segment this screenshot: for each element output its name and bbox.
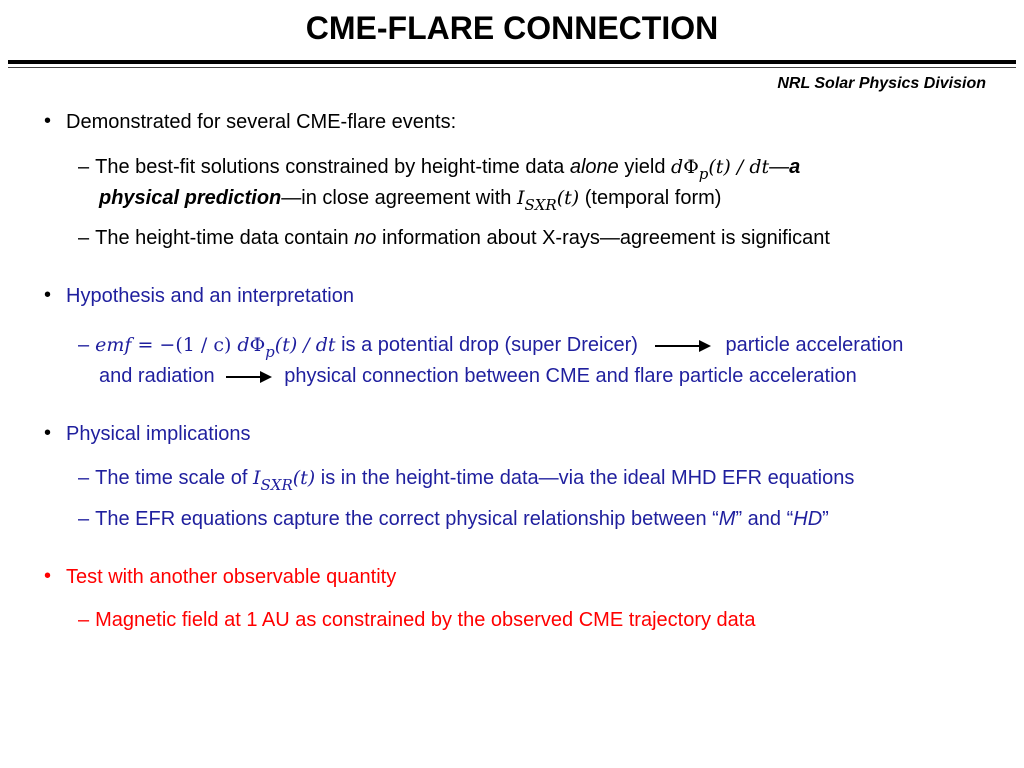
bullet-3-text: Physical implications <box>66 423 251 445</box>
bullet-2-text: Hypothesis and an interpretation <box>66 285 354 307</box>
dash-marker: – <box>78 156 90 178</box>
page-title: CME-FLARE CONNECTION <box>305 10 719 46</box>
bullet-1-text: Demonstrated for several CME-flare events: <box>66 111 457 133</box>
bullet-marker: • <box>44 110 52 132</box>
bullet-marker: • <box>44 422 52 444</box>
dash-marker: – <box>78 467 90 489</box>
bullet-3-sub-2: – The EFR equations capture the correct physical relationship between “M” and “HD” <box>78 508 829 530</box>
bullet-3-sub-1: – The time scale of $I_{SXR}(t)$ is in the height-time data—via the ideal MHD EFR equations <box>78 467 855 494</box>
bullet-2-sub-1-line-2: and radiation physical connection between CME and flare particle acceleration <box>99 365 857 387</box>
bullet-marker: • <box>44 284 52 306</box>
bullet-1-sub-2: – The height-time data contain no information about X-rays—agreement is significant <box>78 227 830 249</box>
dash-marker: – <box>78 508 90 530</box>
dash-marker: – <box>78 609 90 631</box>
title-rule-thick <box>8 60 1016 64</box>
dash-marker: – <box>78 334 90 356</box>
bullet-4-sub-1: – Magnetic field at 1 AU as constrained by the observed CME trajectory data <box>78 609 756 631</box>
right-arrow-icon <box>653 339 713 353</box>
bullet-marker: • <box>44 565 52 587</box>
bullet-4-text: Test with another observable quantity <box>66 566 397 588</box>
dash-marker: – <box>78 227 90 249</box>
title-rule-thin <box>8 67 1016 68</box>
bullet-1-sub-1-line-1: – The best-fit solutions constrained by height-time data alone yield $d\Phi_p(t)$ / dt—a <box>78 156 801 183</box>
right-arrow-icon <box>224 370 274 384</box>
bullet-2-sub-1-line-1: – emf = −(1 / c) $d\Phi_p(t)$ / dt is a potential drop (super Dreicer) particle acceleration <box>78 334 904 361</box>
bullet-1-sub-1-line-2: physical prediction—in close agreement with $I_{SXR}(t)$ (temporal form) <box>99 187 722 214</box>
division-label: NRL Solar Physics Division <box>777 75 986 92</box>
